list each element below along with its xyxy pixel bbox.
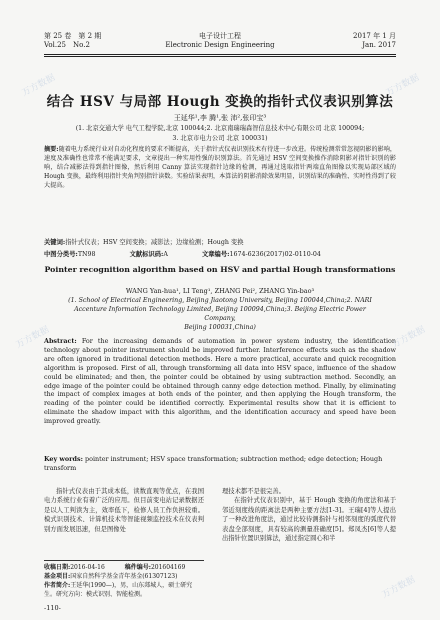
manuscript-no: 201604169 — [150, 564, 186, 571]
authors-english: WANG Yan-hua¹, LI Teng¹, ZHANG Pei², ZHANG Yin-bao³ — [125, 287, 315, 295]
doc-code-value: A — [163, 251, 168, 258]
footnote-author — [44, 581, 204, 599]
header-journal-cn: 电子设计工程 — [199, 32, 241, 40]
body-paragraph: 在指针式仪表识别中，基于 Hough 变换的角度法和基于邻近刻度线的距离法是两种主要方法[1-3]。王瑞[4]等人提出了一种改进角度法，通过比较待测指针与相邻刻度的弧度代替表盘全部刻度，具有较高的测量准确度[5]。郑凤杰[6]等人提出指针位置识别算法，通过指定圆心和半 — [222, 497, 396, 543]
watermark: 万方数据 — [20, 72, 57, 99]
footnote-fund — [44, 572, 204, 581]
header-date-en: Jan. 2017 — [362, 41, 396, 49]
header-volume-cn: 第 25 卷 第 2 期 — [44, 32, 102, 40]
affiliation-cn-line: 3. 北京市电力公司 北京 100031) — [172, 135, 268, 142]
authors-chinese: 王延华¹,李 腾¹,张 沛²,张印宝³ — [173, 114, 267, 122]
body-paragraph: 理技术都不是很完善。 — [222, 488, 285, 495]
watermark: 万方数据 — [14, 324, 51, 351]
affiliation-cn-line: (1. 北京交通大学 电气工程学院,北京 100044;2. 北京南瑞瑞森智信息技术中心有限公司 北京 100094; — [75, 125, 365, 132]
abstract-english — [44, 337, 396, 426]
keywords-cn-text: 指针式仪表；HSV 空间变换；减影法；边缘检测；Hough 变换 — [65, 239, 244, 246]
watermark: 万方数据 — [380, 574, 417, 601]
header-rule-thin — [44, 56, 396, 57]
title-english: Pointer recognition algorithm based on HSV and partial Hough transformations — [44, 265, 396, 274]
header-journal — [44, 32, 396, 50]
fund-value: 国家自然科学基金青年基金(61307123) — [70, 573, 178, 580]
affiliations-english — [60, 296, 380, 332]
affiliation-en-line: Beijing 100031,China) — [184, 324, 256, 331]
abstract-chinese — [44, 145, 396, 190]
body-paragraph: 指针式仪表由于其成本低，读数直观等优点，在我国电力系统行业有着广泛的应用。但目前变电站记录数据还是以人工判读为主，效率低下，检修人员工作负担较重。模式识别技术、计算机技术等智能视频监控技术在仪表判别方面发展迅速，但是图像处 — [44, 488, 204, 533]
author-bio-label: 作者简介: — [44, 582, 71, 589]
watermark: 万方数据 — [390, 324, 427, 351]
article-no-value: 1674-6236(2017)02-0110-04 — [229, 251, 321, 258]
affiliations-chinese — [60, 124, 380, 144]
header-date — [353, 32, 396, 50]
header-journal-en: Electronic Design Engineering — [165, 41, 275, 49]
footnote-block — [44, 560, 204, 599]
header-date-cn: 2017 年 1 月 — [353, 32, 396, 40]
classification-line — [44, 249, 396, 258]
keywords-en-text: pointer instrument; HSV space transformation; subtraction method; edge detection; Hough transform — [44, 455, 383, 472]
header-volume-en: Vol.25 No.2 — [44, 41, 90, 49]
body-column-left — [44, 487, 204, 534]
watermark: 万方数据 — [384, 72, 421, 99]
affiliation-en-line: (1. School of Electrical Engineering, Beijing Jiaotong University, Beijing 100044,China;2. NARI — [68, 297, 372, 304]
manuscript-no-label: 稿件编号: — [124, 564, 151, 571]
affiliation-en-line: Accenture Information Technology Limited, Beijing 100094,China;3. Beijing Electric Power Company, — [74, 306, 366, 322]
body-column-right — [222, 487, 396, 543]
keywords-en-label: Key words: — [44, 455, 83, 463]
title-chinese: 结合 HSV 与局部 Hough 变换的指针式仪表识别算法 — [46, 94, 394, 110]
doc-code-label: 文献标识码: — [129, 251, 164, 258]
keywords-english — [44, 455, 396, 473]
abstract-cn-text: 随着电力系统行业对自动化程度的要求不断提高，关于指针式仪表识别技术有待进一步改进。传统检测常常忽视阴影的影响，速度及准确性也常常不能满足要求，文章提出一种实用性强的识别算法。首先通过 HSV 空间变换操作消除阴影对指针识别的影响，结合减影法得到指针图像，然后利用 Canny 算法实现指针边缘的检测，再通过选取指针两端直角图像以实现局部区域的 Hough 变换，最终利用指针夹角判别指针读数。实验结果表明，本算法的阴影消除效果明显，识别结果的准确性、实时性得到了较大提高。 — [44, 146, 397, 190]
clc-value: TN98 — [77, 251, 96, 258]
abstract-cn-label: 摘要: — [44, 146, 59, 153]
abstract-en-text: For the increasing demands of automation in power system industry, the identification technology about pointer instrument should be improved further. Interference effects such as the shadow are often ignored in traditional detection methods. Here a more practical, accurate and quick recognition algorithm is proposed. First of all, through transforming all data into HSV space, influence of the shadow could be eliminated; and then, the pointer could be obtained by using subtraction method. Secondly, an edge image of the pointer could be obtained through canny edge detection method. Finally, by eliminating the impact of complex images at both ends of the pointer, and then applying the Hough transform, the reading of the pointer could be identified correctly. Experimental results show that it is efficient to eliminate the shadow impact with this algorithm, and the identification accuracy and speed have been improved greatly. — [44, 337, 396, 426]
received-label: 收稿日期: — [44, 564, 71, 571]
author-bio: 王延华(1990—)，男，山东郯城人，硕士研究生。研究方向：模式识别、智能检测。 — [44, 582, 193, 598]
keywords-chinese — [44, 237, 396, 246]
keywords-cn-label: 关键词: — [44, 239, 66, 246]
fund-label: 基金项目: — [44, 573, 71, 580]
clc-label: 中图分类号: — [44, 251, 78, 258]
abstract-en-label: Abstract: — [44, 337, 77, 345]
page-number: -110- — [44, 604, 61, 612]
received-date: 2016-04-16 — [70, 564, 105, 571]
header-rule — [44, 54, 396, 55]
article-no-label: 文章编号: — [201, 251, 230, 258]
footnote-received — [44, 563, 204, 572]
